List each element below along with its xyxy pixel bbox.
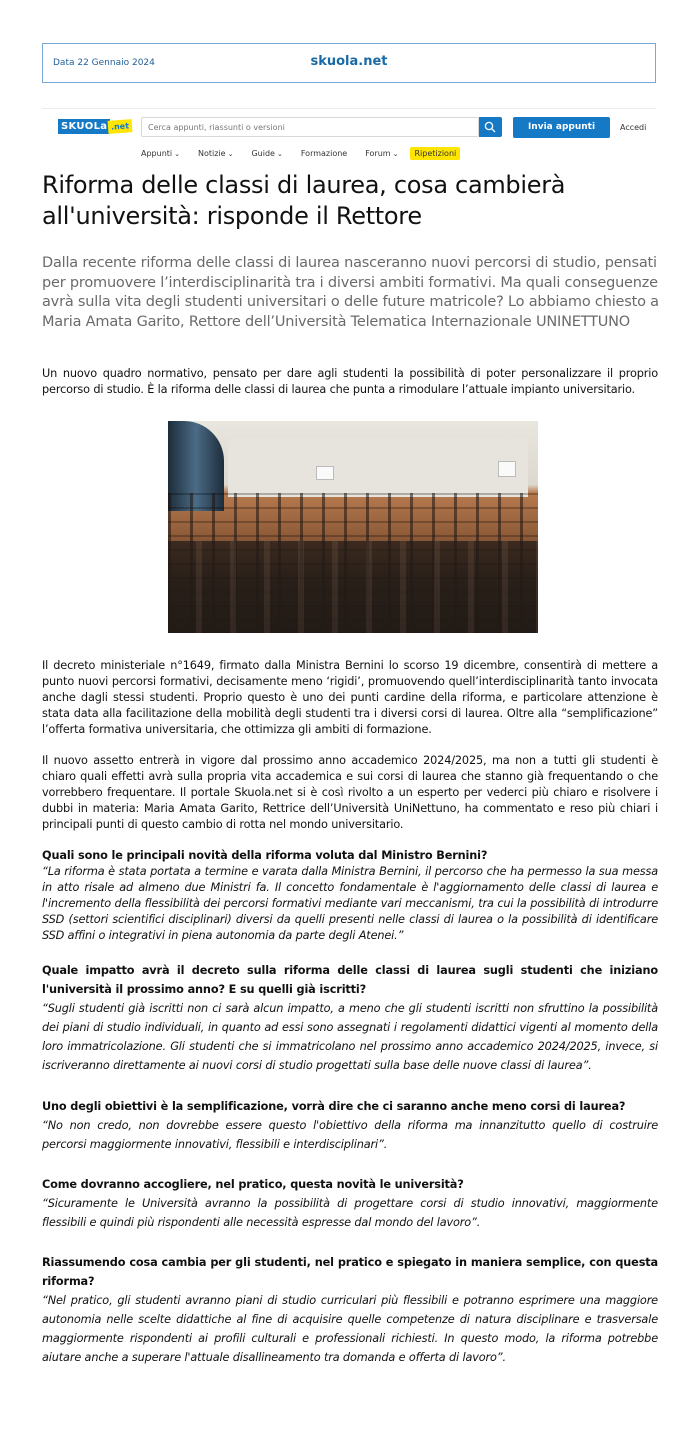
nav-guide[interactable] [251, 147, 282, 160]
photo-wall [228, 439, 528, 497]
interview-question: Quale impatto avrà il decreto sulla riforma delle classi di laurea sugli studenti che iniziano l'università il prossimo anno? E su quelli già iscritti? [42, 964, 658, 996]
photo-chairs [168, 541, 538, 633]
interview-question: Come dovranno accogliere, nel pratico, questa novità le università? [42, 1178, 464, 1191]
lecture-hall-photo [168, 421, 538, 633]
chevron-down-icon: ⌄ [227, 149, 234, 158]
article-lead: Dalla recente riforma delle classi di laurea nasceranno nuovi percorsi di studio, pensati per promuovere l’interdisciplinarità tra i diversi ambiti formativi. Ma quali conseguenze avrà sulla vita degli studenti universitari o delle future matricole? Lo abbiamo chiesto a Maria Amata Garito, Rettore dell’Università Telematica Internazionale UNINETTUNO [42, 255, 659, 330]
logo-main: SKUOLa [58, 119, 110, 134]
publication-date: Data 22 Gennaio 2024 [53, 58, 155, 68]
nav-label: Appunti [141, 149, 173, 158]
site-header [42, 108, 656, 165]
logo-tag: .net [108, 119, 133, 134]
body-paragraph: Il nuovo assetto entrerà in vigore dal prossimo anno accademico 2024/2025, ma non a tutti gli studenti è chiaro quali effetti avrà sulla propria vita accademica e sui corsi di laurea che stanno già frequentando o che vorrebbero frequentare. Il portale Skuola.net si è così rivolto a un esperto per vederci più chiaro e risolvere i dubbi in materia: Maria Amata Garito, Rettrice dell’Università UniNettuno, ha commentato e reso più chiari i principali punti di questo cambio di rotta nel mondo universitario. [42, 754, 658, 831]
chevron-down-icon: ⌄ [174, 149, 181, 158]
source-name: skuola.net [310, 54, 388, 69]
chevron-down-icon: ⌄ [392, 149, 399, 158]
interview-answer: “No non credo, non dovrebbe essere questo l'obiettivo della riforma ma innanzitutto quello di costruire percorsi maggiormente innovativi, flessibili e interdisciplinari”. [42, 1119, 658, 1151]
interview-question: Quali sono le principali novità della riforma voluta dal Ministro Bernini? [42, 849, 488, 862]
nav-formazione[interactable] [301, 147, 347, 160]
main-nav [141, 147, 478, 160]
article-title: Riforma delle classi di laurea, cosa cambierà all'università: risponde il Rettore [42, 171, 566, 230]
accedi-link[interactable]: Accedi [620, 123, 647, 132]
search-icon [484, 121, 496, 133]
search-input[interactable]: Cerca appunti, riassunti o versioni [141, 117, 479, 137]
nav-label: Ripetizioni [410, 147, 460, 160]
skuola-logo[interactable] [58, 117, 132, 135]
chevron-down-icon: ⌄ [276, 149, 283, 158]
nav-appunti[interactable] [141, 147, 180, 160]
nav-notizie[interactable] [198, 147, 233, 160]
nav-label: Forum [365, 149, 391, 158]
interview-answer: “La riforma è stata portata a termine e varata dalla Ministra Bernini, il percorso che ha permesso la sua messa in atto risale ad almeno due Ministri fa. Il concetto fondamentale è l'aggiornamento delle classi di laurea e l'incremento della flessibilità dei percorsi formativi mediante vari meccanismi, tra cui la possibilità di introdurre SSD (settori scientifici disciplinari) diversi da quelli presenti nelle classi di laurea o la possibilità di identificare SSD affini o integrativi in piena autonomia da parte degli Atenei.” [42, 865, 658, 942]
photo-board [498, 461, 516, 477]
nav-ripetizioni[interactable] [416, 147, 460, 160]
article-intro: Un nuovo quadro normativo, pensato per dare agli studenti la possibilità di poter personalizzare il proprio percorso di studio. È la riforma delle classi di laurea che punta a rimodulare l’attuale impianto universitario. [42, 367, 658, 396]
interview-answer: “Sugli studenti già iscritti non ci sarà alcun impatto, a meno che gli studenti iscritti non sfruttino la possibilità dei piani di studio individuali, in quanto ad essi sono assegnati i regolamenti didattici vigenti al momento della loro immatricolazione. Gli studenti che si immatricolano nel prossimo anno accademico 2024/2025, invece, si iscriveranno direttamente ai nuovi corsi di studio progettati sulla base delle nuove classi di laurea”. [42, 1002, 658, 1072]
interview-question: Riassumendo cosa cambia per gli studenti, nel pratico e spiegato in maniera semplice, con questa riforma? [42, 1256, 658, 1288]
body-paragraph: Il decreto ministeriale n°1649, firmato dalla Ministra Bernini lo scorso 19 dicembre, consentirà di mettere a punto nuovi percorsi formativi, decisamente meno ‘rigidi’, promuovendo quell’interdisciplinarità tanto invocata anche dagli stessi studenti. Proprio questo è uno dei punti cardine della riforma, e particolare attenzione è stata data alla facilitazione della mobilità degli studenti tra i diversi corsi di laurea. Oltre alla “semplificazione” l’offerta formativa universitaria, che ottimizza gli ambiti di formazione. [42, 659, 658, 736]
interview-question: Uno degli obiettivi è la semplificazione, vorrà dire che ci saranno anche meno corsi di laurea? [42, 1100, 626, 1113]
interview-answer: “Nel pratico, gli studenti avranno piani di studio curriculari più flessibili e potranno esprimere una maggiore autonomia nelle scelte didattiche al fine di acquisire quelle competenze di natura disciplinare e trasversale maggiormente rispondenti ai profili culturali e professionali richiesti. In questo modo, la riforma potrebbe aiutare anche a superare l'attuale disallineamento tra domanda e offerta di lavoro”. [42, 1294, 658, 1364]
photo-board [316, 466, 334, 480]
nav-label: Notizie [198, 149, 226, 158]
nav-forum[interactable] [365, 147, 398, 160]
invia-appunti-button[interactable]: Invia appunti [513, 117, 610, 138]
nav-label: Formazione [300, 149, 348, 158]
interview-answer: “Sicuramente le Università avranno la possibilità di progettare corsi di studio innovativi, maggiormente flessibili e quindi più rispondenti alle necessità espresse dal mondo del lavoro”. [42, 1197, 658, 1229]
nav-label: Guide [251, 149, 275, 158]
press-clipping-header [42, 43, 656, 83]
search-button[interactable] [479, 117, 502, 137]
